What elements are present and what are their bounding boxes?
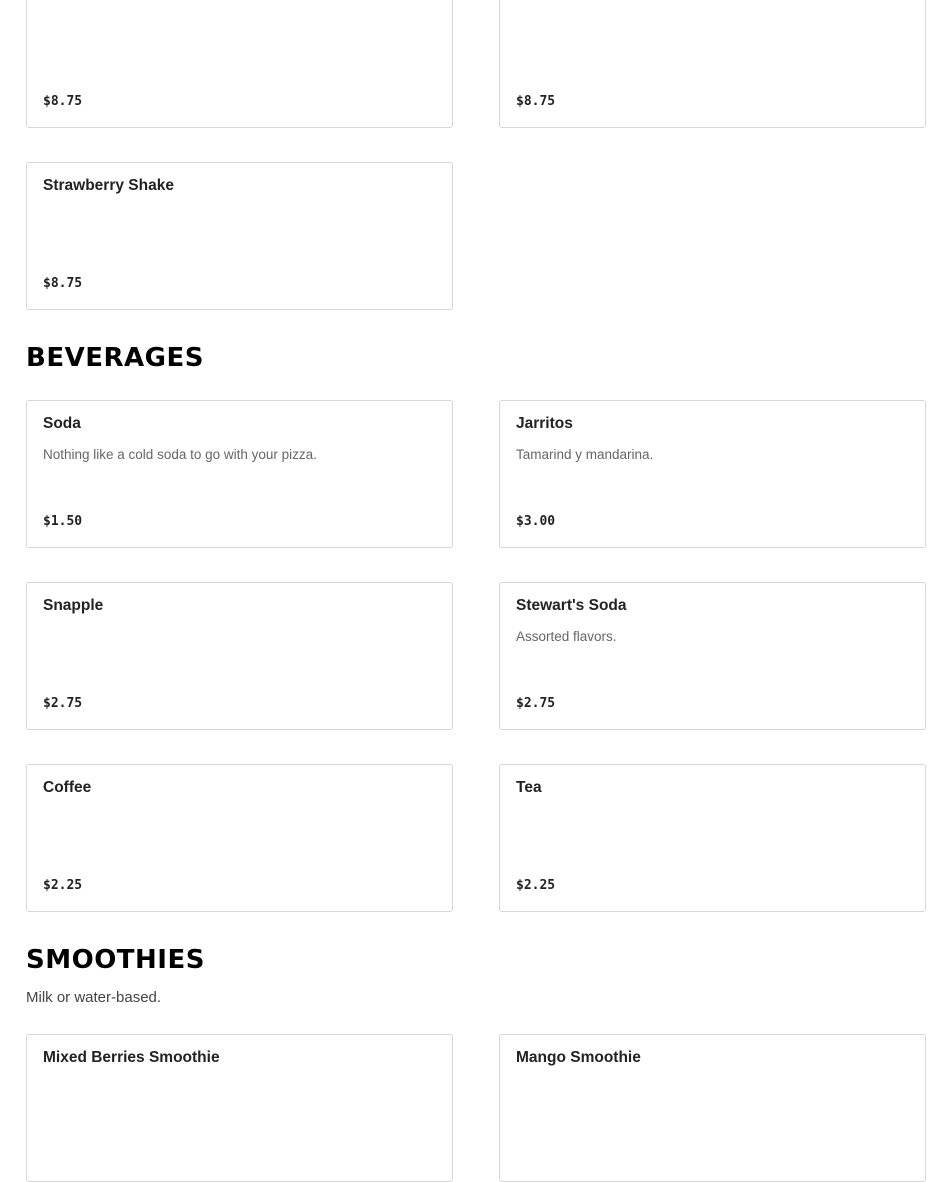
item-name: Coffee (43, 779, 92, 796)
item-name: Jarritos (516, 415, 573, 432)
menu-item-card[interactable] (499, 400, 926, 548)
item-price: $8.75 (516, 94, 556, 109)
item-name: Tea (516, 779, 542, 796)
section-title-smoothies: SMOOTHIES (26, 945, 205, 975)
menu-item-card[interactable] (499, 582, 926, 730)
item-price: $8.75 (43, 276, 83, 291)
item-price: $2.25 (43, 878, 83, 893)
menu-item-card[interactable] (26, 764, 453, 912)
item-price: $2.75 (43, 696, 83, 711)
menu-item-card[interactable] (499, 764, 926, 912)
item-name: Strawberry Shake (43, 177, 174, 194)
item-name: Mixed Berries Smoothie (43, 1049, 220, 1066)
menu-item-card[interactable] (26, 582, 453, 730)
item-price: $1.50 (43, 514, 83, 529)
menu-item-card[interactable] (26, 400, 453, 548)
menu-item-card[interactable] (26, 1034, 453, 1182)
menu-item-card[interactable] (499, 1034, 926, 1182)
item-description: Tamarind y mandarina. (516, 447, 654, 462)
item-name: Soda (43, 415, 81, 432)
item-name: Stewart's Soda (516, 597, 627, 614)
item-price: $3.00 (516, 514, 556, 529)
section-description: Milk or water-based. (26, 989, 162, 1006)
menu-item-card[interactable] (26, 0, 453, 128)
item-description: Assorted flavors. (516, 629, 617, 644)
item-price: $2.25 (516, 878, 556, 893)
menu-item-card[interactable] (499, 0, 926, 128)
menu-item-card[interactable] (26, 162, 453, 310)
item-price: $2.75 (516, 696, 556, 711)
item-price: $8.75 (43, 94, 83, 109)
item-description: Nothing like a cold soda to go with your pizza. (43, 447, 317, 462)
item-name: Snapple (43, 597, 104, 614)
section-title-beverages: BEVERAGES (26, 343, 204, 373)
item-name: Mango Smoothie (516, 1049, 641, 1066)
